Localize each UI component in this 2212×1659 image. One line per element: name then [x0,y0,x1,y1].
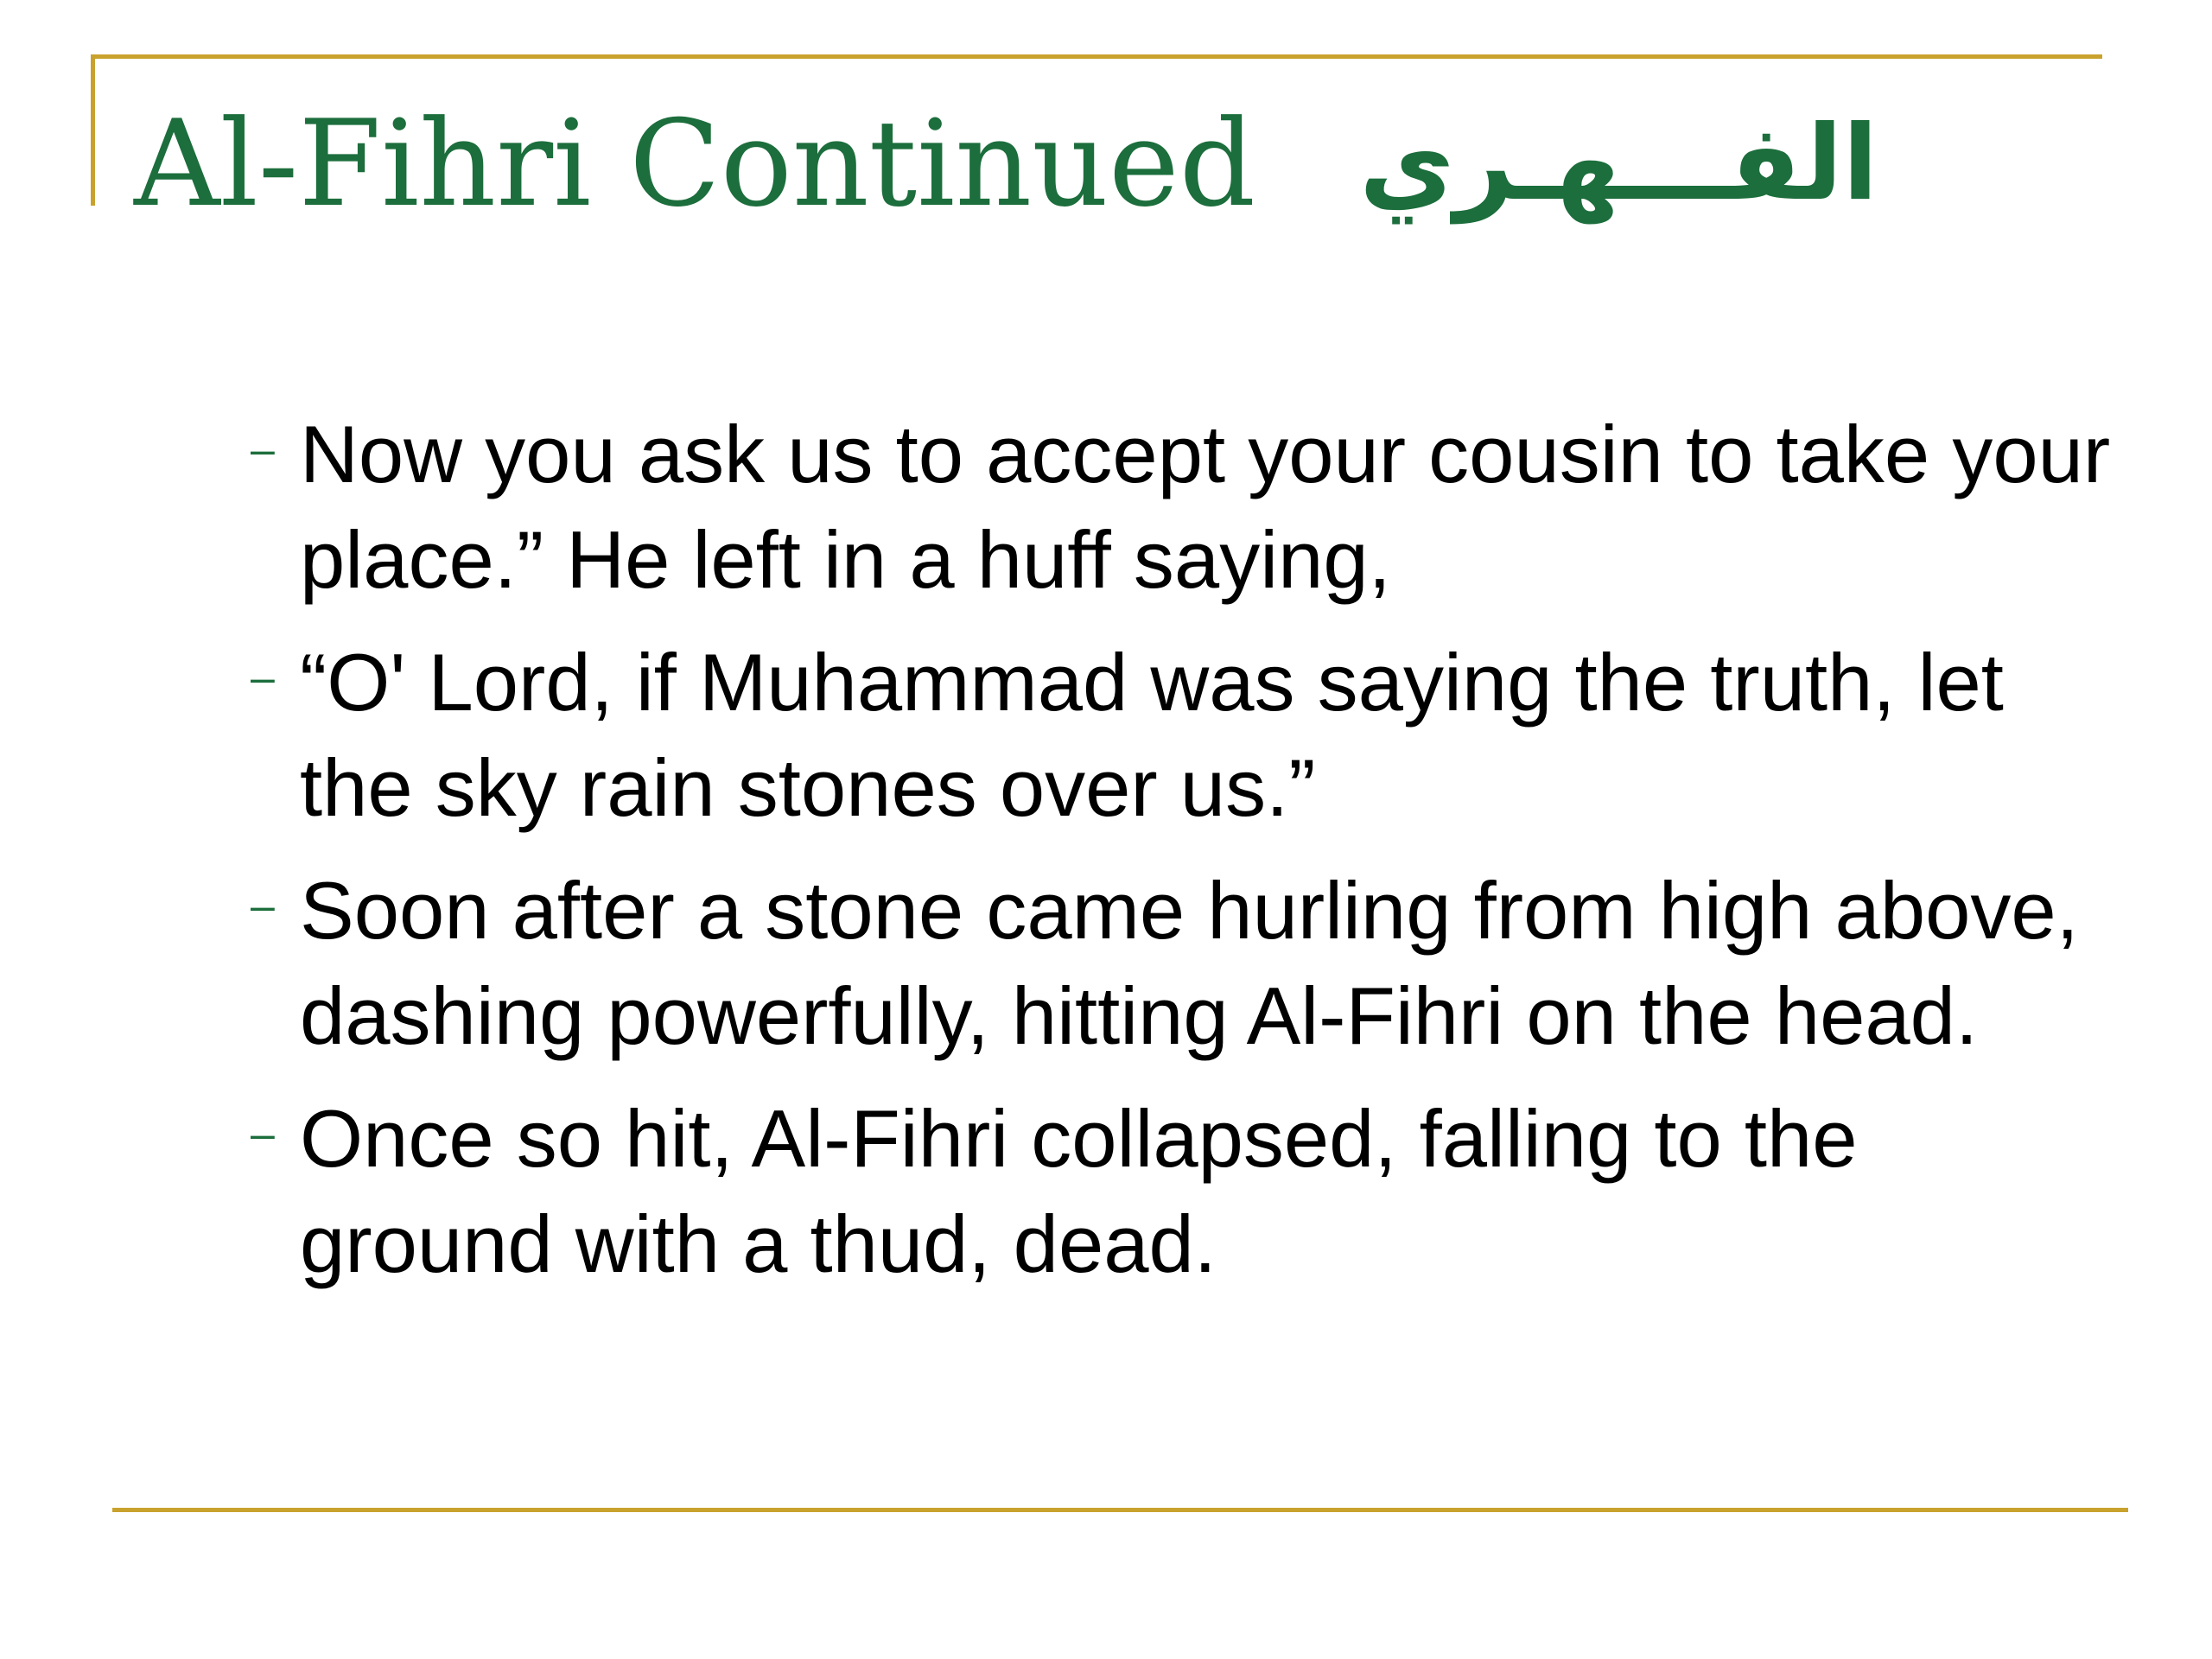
bullet-text: Now you ask us to accept your cousin to take your place.” He left in a huff saying, [300,409,2111,605]
bullet-text: Soon after a stone came hurling from high above, dashing powerfully, hitting Al-Fihri on the head. [300,865,2079,1061]
title-english: Al-Fihri Continued [134,94,1256,233]
bullet-item [246,402,2113,613]
top-divider-line [91,54,2102,59]
left-accent-line [91,54,95,206]
bullet-text: “O' Lord, if Muhammad was saying the truth, let the sky rain stones over us.” [300,637,2004,833]
bullet-text: Once so hit, Al-Fihri collapsed, falling to the ground with a thud, dead. [300,1093,1858,1289]
bottom-divider-line [112,1508,2128,1512]
bullet-item [246,630,2113,841]
bullet-dash-icon: – [251,881,275,930]
title-arabic: الفـــهـري [1359,104,1878,224]
bullet-dash-icon: – [251,653,275,702]
bullet-dash-icon: – [251,425,275,474]
bullet-dash-icon: – [251,1109,275,1158]
slide-title [134,91,2078,238]
bullet-item [246,858,2113,1069]
bullet-list [246,402,2113,1314]
bullet-item [246,1086,2113,1297]
